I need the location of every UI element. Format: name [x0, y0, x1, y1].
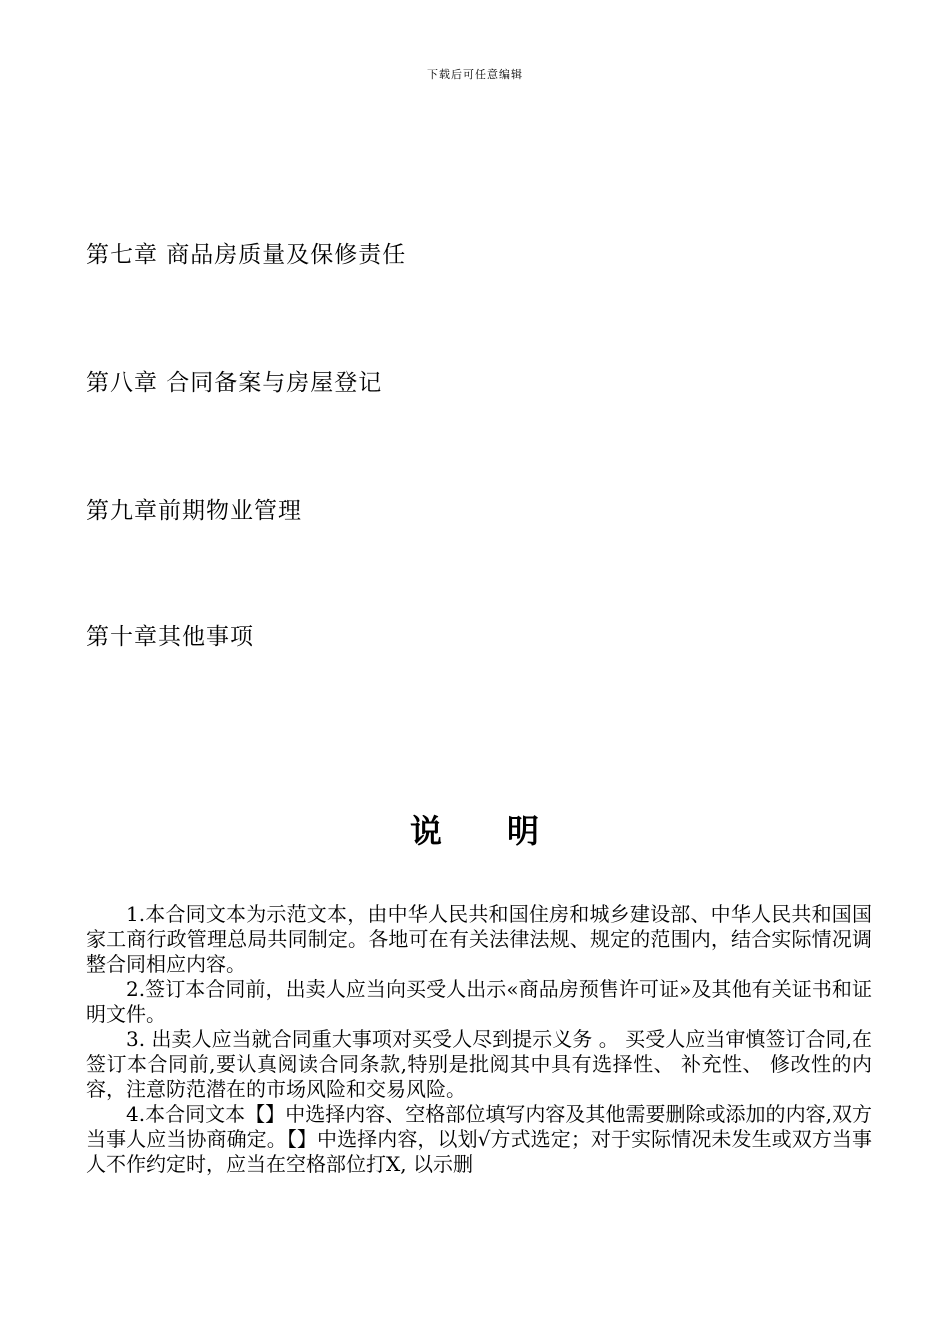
paragraph-4: 4.本合同文本【】中选择内容、空格部位填写内容及其他需要删除或添加的内容,双方当事人应当协商确定。【】中选择内容，以划√方式选定；对于实际情况未发生或双方当事人不作约定时，应当在空格部位打X, 以示删 [86, 1102, 872, 1176]
chapter-7-title: 第七章 商品房质量及保修责任 [86, 242, 407, 268]
paragraph-3: 3. 出卖人应当就合同重大事项对买受人尽到提示义务 。 买受人应当审慎签订合同,在签订本合同前,要认真阅读合同条款,特别是批阅其中具有选择性、 补充性、 修改性的内容，注意防范潜在的市场风险和交易风险。 [86, 1027, 872, 1101]
chapter-10-title: 第十章其他事项 [86, 624, 254, 650]
chapter-9-title: 第九章前期物业管理 [86, 498, 302, 524]
paragraph-2: 2.签订本合同前，出卖人应当向买受人出示«商品房预售许可证»及其他有关证书和证明文件。 [86, 977, 872, 1026]
chapter-8-title: 第八章 合同备案与房屋登记 [86, 370, 383, 396]
section-title-left: 说 [409, 812, 443, 850]
section-title [0, 806, 950, 852]
paragraph-1: 1.本合同文本为示范文本，由中华人民共和国住房和城乡建设部、中华人民共和国国家工商行政管理总局共同制定。各地可在有关法律法规、规定的范围内，结合实际情况调整合同相应内容。 [86, 902, 872, 976]
header-note: 下载后可任意编辑 [427, 68, 523, 81]
section-title-right: 明 [507, 812, 541, 850]
instructions-body [86, 902, 872, 1177]
